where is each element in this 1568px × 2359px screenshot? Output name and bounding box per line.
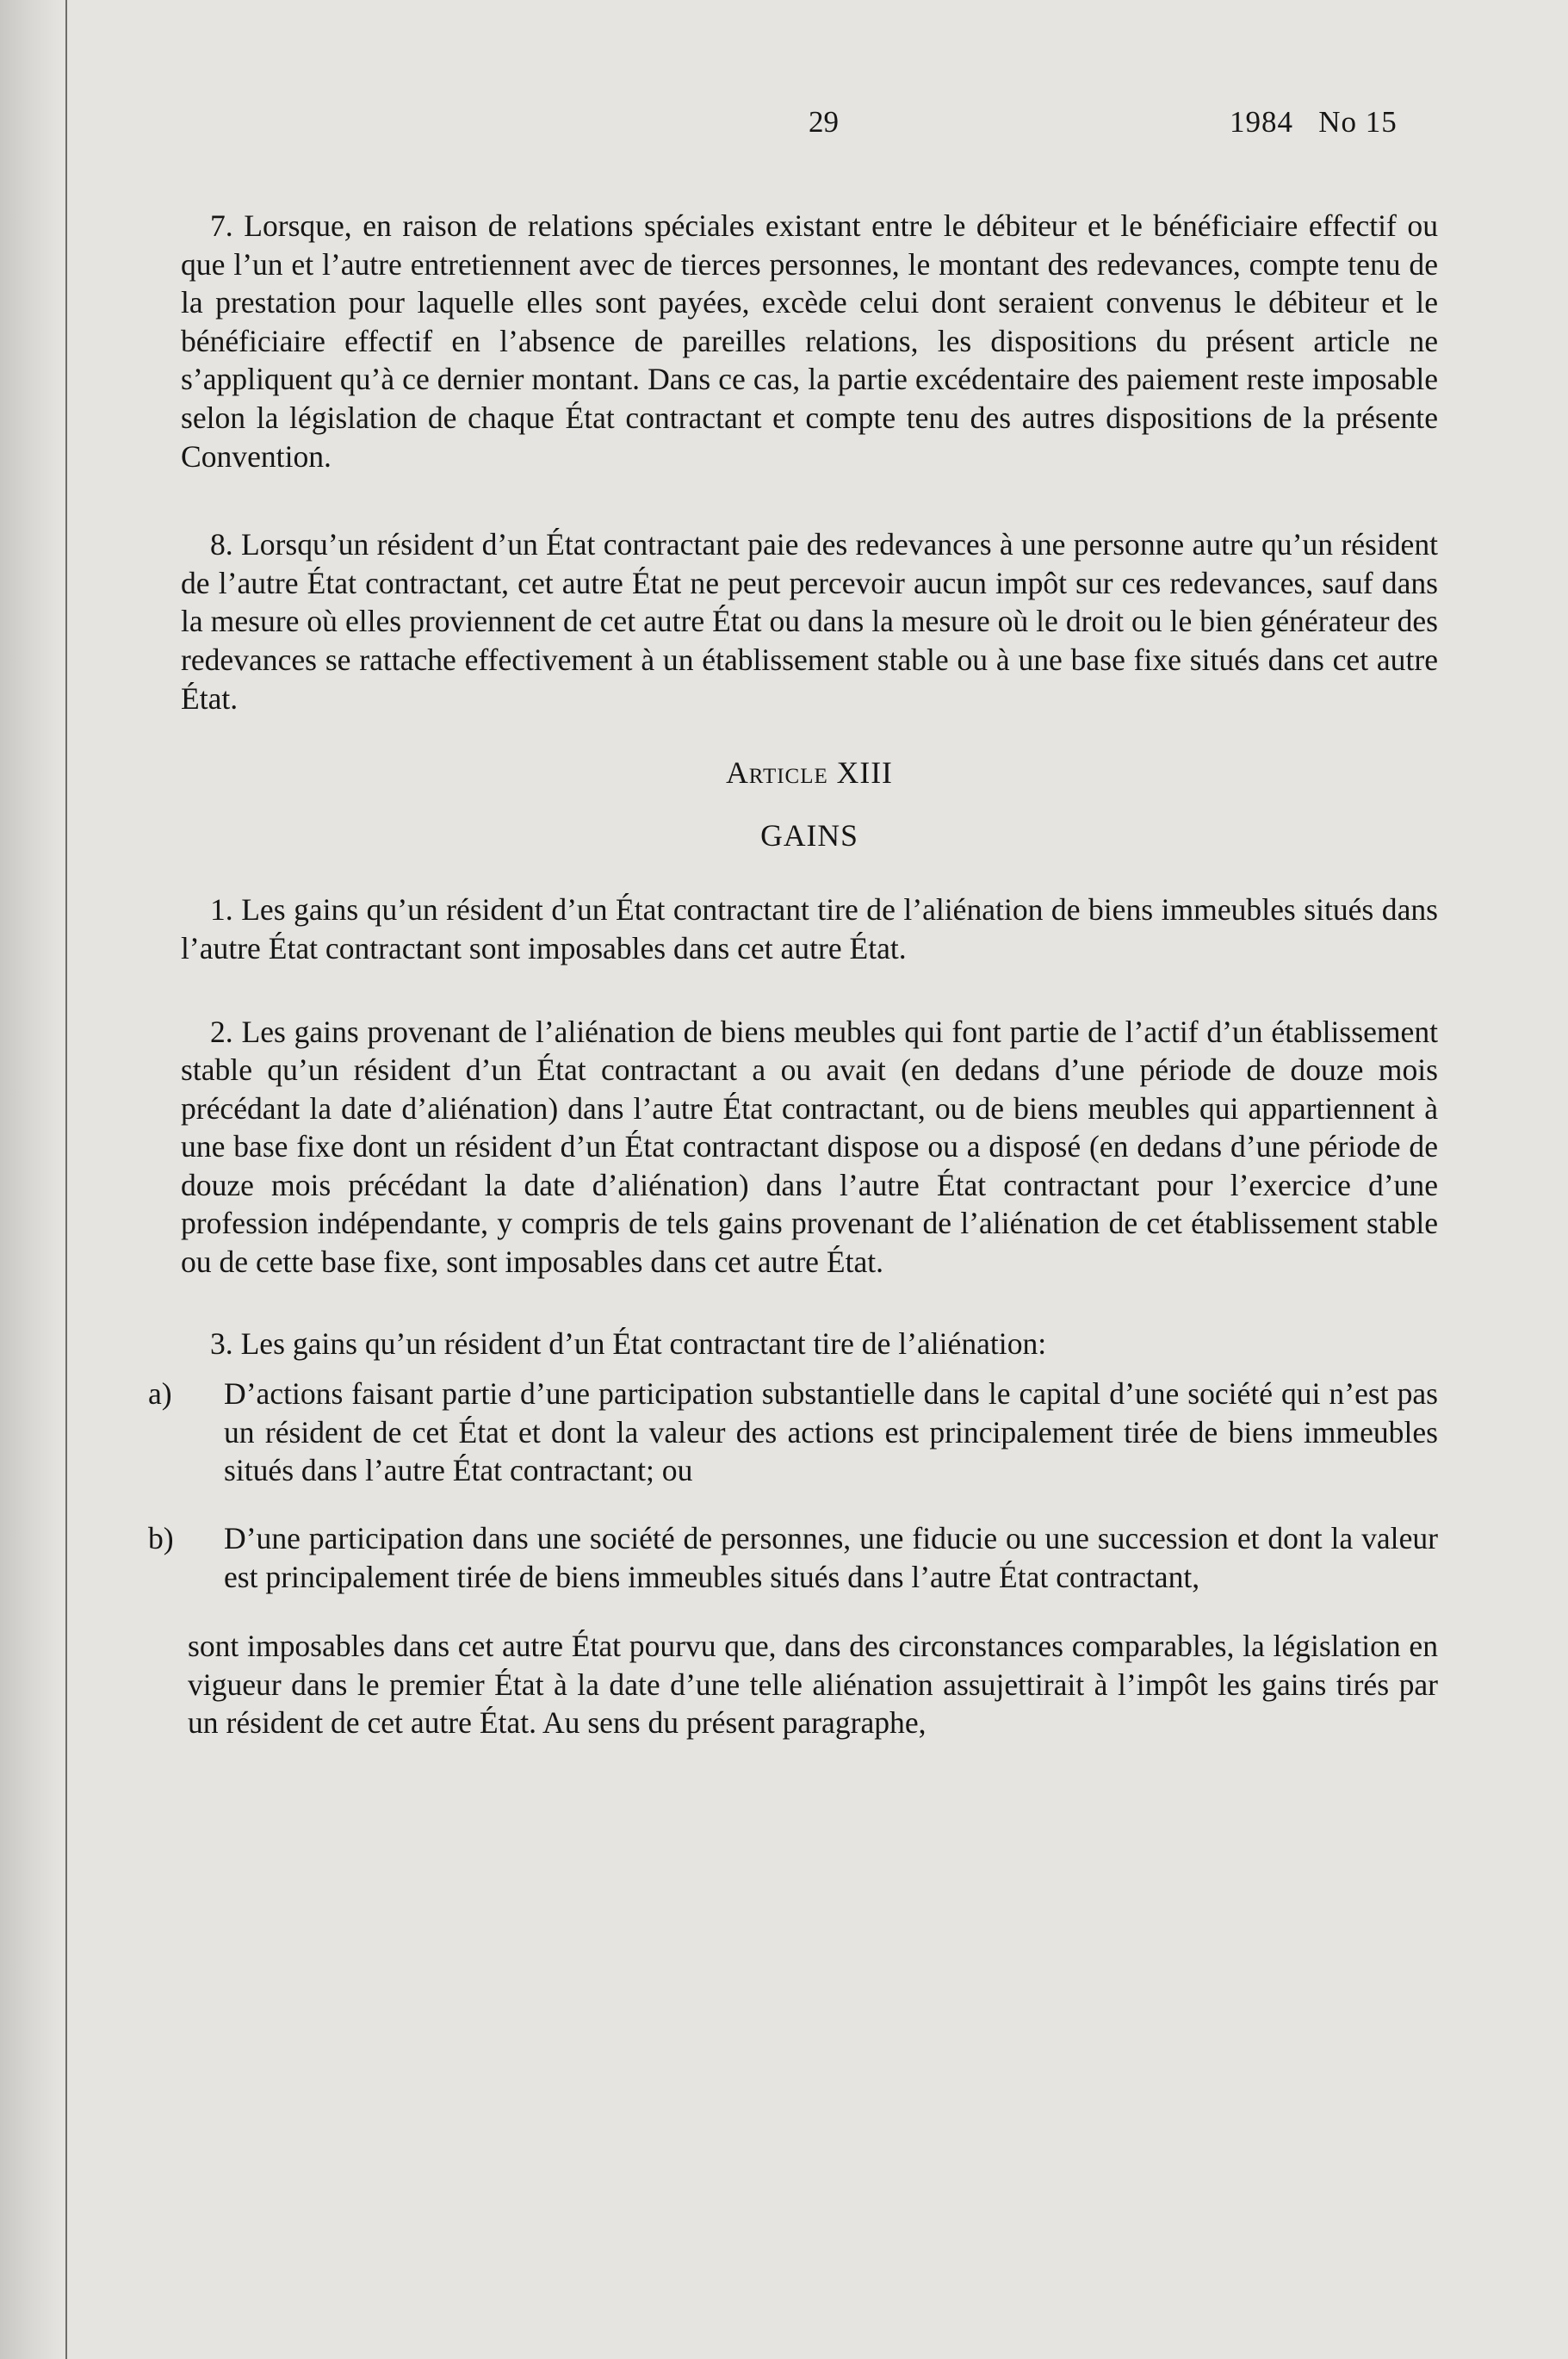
article-title: Article XIII [726,755,893,791]
article-subtitle: GAINS [760,817,858,853]
closing-paragraph: sont imposables dans cet autre État pourvu que, dans des circonstances comparables, la législation en vigueur dans le premier État à la date d’une telle aliénation assujettirait à l’impôt les gains tirés par un résident de cet autre État. Au sens du présent paragraphe, [188,1629,1438,1741]
paragraph-8: 8. Lorsqu’un résident d’un État contractant paie des redevances à une personne autre qu’un résident de l’autre État contractant, cet autre État ne peut percevoir aucun impôt sur ces redevances, sauf dans la mesure où elles proviennent de cet autre État ou dans la mesure où le droit ou le bien générateur des redevances se rattache effectivement à un établissement stable ou à une base fixe situés dans cet autre État. [181,527,1438,716]
list-item-a-label: a) [148,1376,172,1412]
gains-paragraph-2: 2. Les gains provenant de l’aliénation de biens meubles qui font partie de l’actif d’un établissement stable qu’un résident d’un État contractant a ou avait (en dedans d’une période de douze mois précédant la date d’aliénation) dans l’autre État contractant, ou de biens meubles qui appartiennent à une base fixe dont un résident d’un État contractant dispose ou a disposé (en dedans d’une période de douze mois précédant la date d’aliénation) dans l’autre État contractant pour l’exercice d’une profession indépendante, y compris de tels gains provenant de l’aliénation de cet établissement stable ou de cette base fixe, sont imposables dans cet autre État. [181,1014,1438,1280]
series-number: 1984 No 15 [1230,105,1398,139]
list-item-a [148,1375,1438,1490]
list-item-a-text: D’actions faisant partie d’une participation substantielle dans le capital d’une société qui n’est pas un résident de cet État et dont la valeur des actions est principalement tirée de biens immeubles situés dans l’autre État contractant; ou [224,1376,1438,1488]
paragraph-7: 7. Lorsque, en raison de relations spéciales existant entre le débiteur et le bénéficiaire effectif ou que l’un et l’autre entretiennent avec de tierces personnes, le montant des redevances, compte tenu de la prestation pour laquelle elles sont payées, excède celui dont seraient convenus le débiteur et le bénéficiaire effectif en l’absence de pareilles relations, les dispositions du présent article ne s’appliquent qu’à ce dernier montant. Dans ce cas, la partie excédentaire des paiement reste imposable selon la législation de chaque État contractant et compte tenu des autres dispositions de la présente Convention. [181,208,1438,474]
page-number: 29 [809,105,839,139]
gains-paragraph-1: 1. Les gains qu’un résident d’un État contractant tire de l’aliénation de biens immeubles situés dans l’autre État contractant sont imposables dans cet autre État. [181,892,1438,965]
gains-paragraph-3: 3. Les gains qu’un résident d’un État contractant tire de l’aliénation: [210,1325,1047,1361]
list-item-b [148,1519,1438,1596]
book-spine-shadow [0,0,62,2359]
list-item-b-label: b) [148,1521,174,1556]
document-body [148,207,1438,1742]
list-item-b-text: D’une participation dans une société de personnes, une fiducie ou une succession et dont la valeur est principalement tirée de biens immeubles situés dans l’autre État contractant, [224,1521,1438,1594]
page-edge-line [65,0,67,2359]
